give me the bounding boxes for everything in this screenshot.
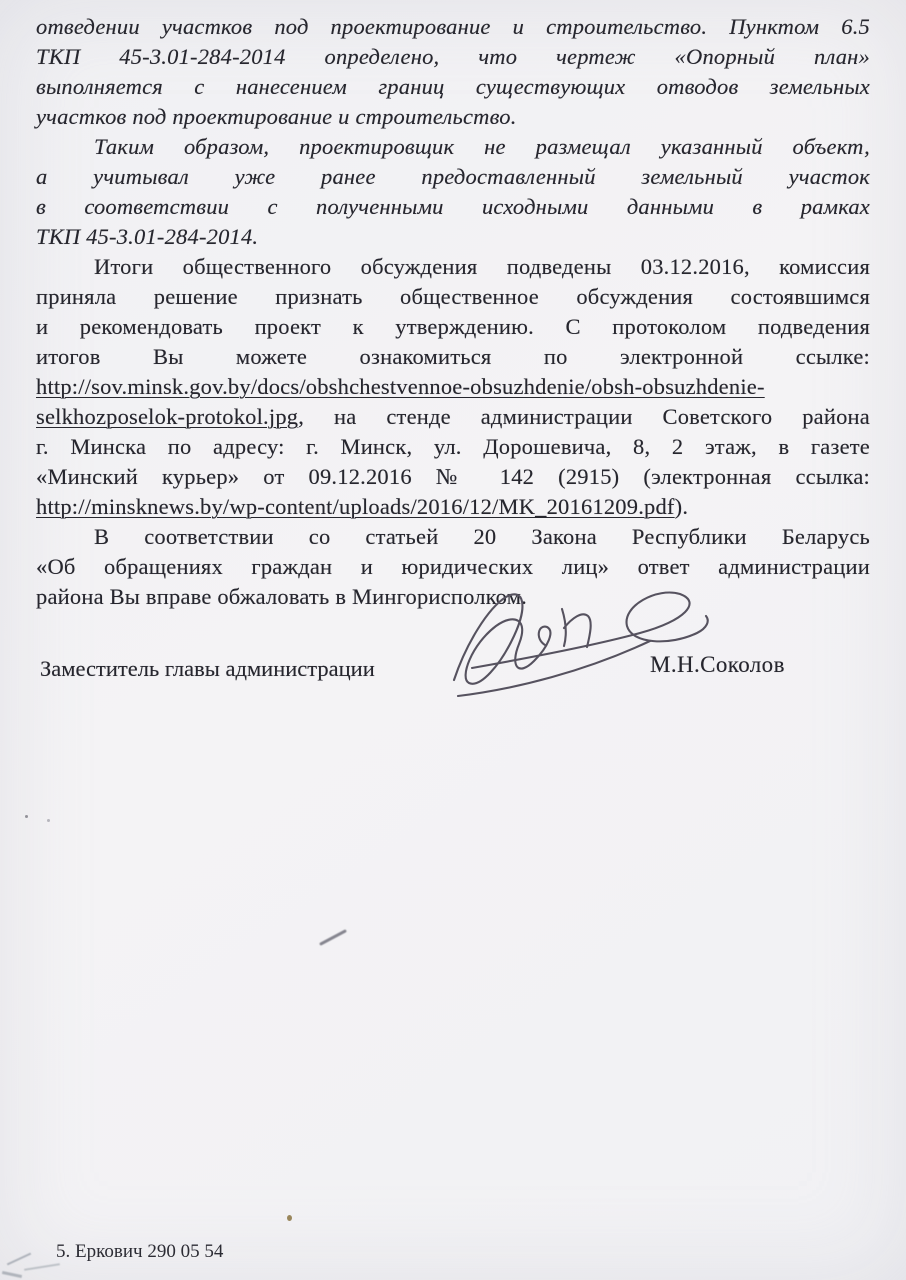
text-line bbox=[36, 462, 870, 492]
text-segment: Таким образом, проектировщик не размещал указанный объект, bbox=[94, 134, 870, 159]
text-segment: «Минский курьер» от 09.12.2016 № 142 (2915) (электронная ссылка: bbox=[36, 464, 870, 489]
text-segment: ТКП 45-3.01-284-2014. bbox=[36, 224, 259, 249]
signature-position-label: Заместитель главы администрации bbox=[40, 656, 375, 681]
text-line bbox=[36, 552, 870, 582]
text-segment: Итоги общественного обсуждения подведены 03.12.2016, комиссия bbox=[94, 254, 870, 279]
text-line bbox=[36, 222, 870, 252]
text-line bbox=[36, 72, 870, 102]
signer-name: М.Н.Соколов bbox=[650, 652, 785, 677]
text-segment: г. Минска по адресу: г. Минск, ул. Дорошевича, 8, 2 этаж, в газете bbox=[36, 434, 870, 459]
text-segment: и рекомендовать проект к утверждению. С протоколом подведения bbox=[36, 314, 870, 339]
text-segment: района Вы вправе обжаловать в Мингорисполком. bbox=[36, 584, 527, 609]
document-text bbox=[36, 12, 870, 612]
text-line bbox=[36, 492, 870, 522]
text-line bbox=[36, 522, 870, 552]
text-segment: , на стенде администрации Советского района bbox=[298, 404, 870, 429]
text-segment: итогов Вы можете ознакомиться по электронной ссылке: bbox=[36, 344, 870, 369]
handwritten-signature-icon bbox=[438, 582, 728, 712]
text-line bbox=[36, 342, 870, 372]
text-line bbox=[36, 162, 870, 192]
text-segment: отведении участков под проектирование и строительство. Пунктом 6.5 bbox=[36, 14, 870, 39]
text-segment: участков под проектирование и строительство. bbox=[36, 104, 517, 129]
text-line bbox=[36, 312, 870, 342]
url-text: http://sov.minsk.gov.by/docs/obshchestvennoe-obsuzhdenie/obsh-obsuzhdenie- bbox=[36, 374, 765, 399]
text-segment: а учитывал уже ранее предоставленный земельный участок bbox=[36, 164, 870, 189]
text-line bbox=[36, 12, 870, 42]
text-line bbox=[36, 282, 870, 312]
text-segment: В соответствии со статьей 20 Закона Республики Беларусь bbox=[94, 524, 870, 549]
text-line bbox=[36, 252, 870, 282]
text-line bbox=[36, 42, 870, 72]
text-line bbox=[36, 192, 870, 222]
text-segment: выполняется с нанесением границ существующих отводов земельных bbox=[36, 74, 870, 99]
url-text: selkhozposelok-protokol.jpg bbox=[36, 404, 299, 429]
url-text: http://minsknews.by/wp-content/uploads/2016/12/MK_20161209.pdf bbox=[36, 494, 675, 519]
text-line bbox=[36, 372, 870, 402]
text-segment: в соответствии с полученными исходными данными в рамках bbox=[36, 194, 870, 219]
text-segment: «Об обращениях граждан и юридических лиц» ответ администрации bbox=[36, 554, 870, 579]
text-line bbox=[36, 102, 870, 132]
text-line bbox=[36, 132, 870, 162]
text-line bbox=[36, 402, 870, 432]
executor-note: 5. Еркович 290 05 54 bbox=[56, 1241, 224, 1262]
text-segment: ). bbox=[674, 494, 689, 519]
text-segment: приняла решение признать общественное обсуждения состоявшимся bbox=[36, 284, 870, 309]
text-line bbox=[36, 432, 870, 462]
text-segment: ТКП 45-3.01-284-2014 определено, что чертеж «Опорный план» bbox=[36, 44, 870, 69]
